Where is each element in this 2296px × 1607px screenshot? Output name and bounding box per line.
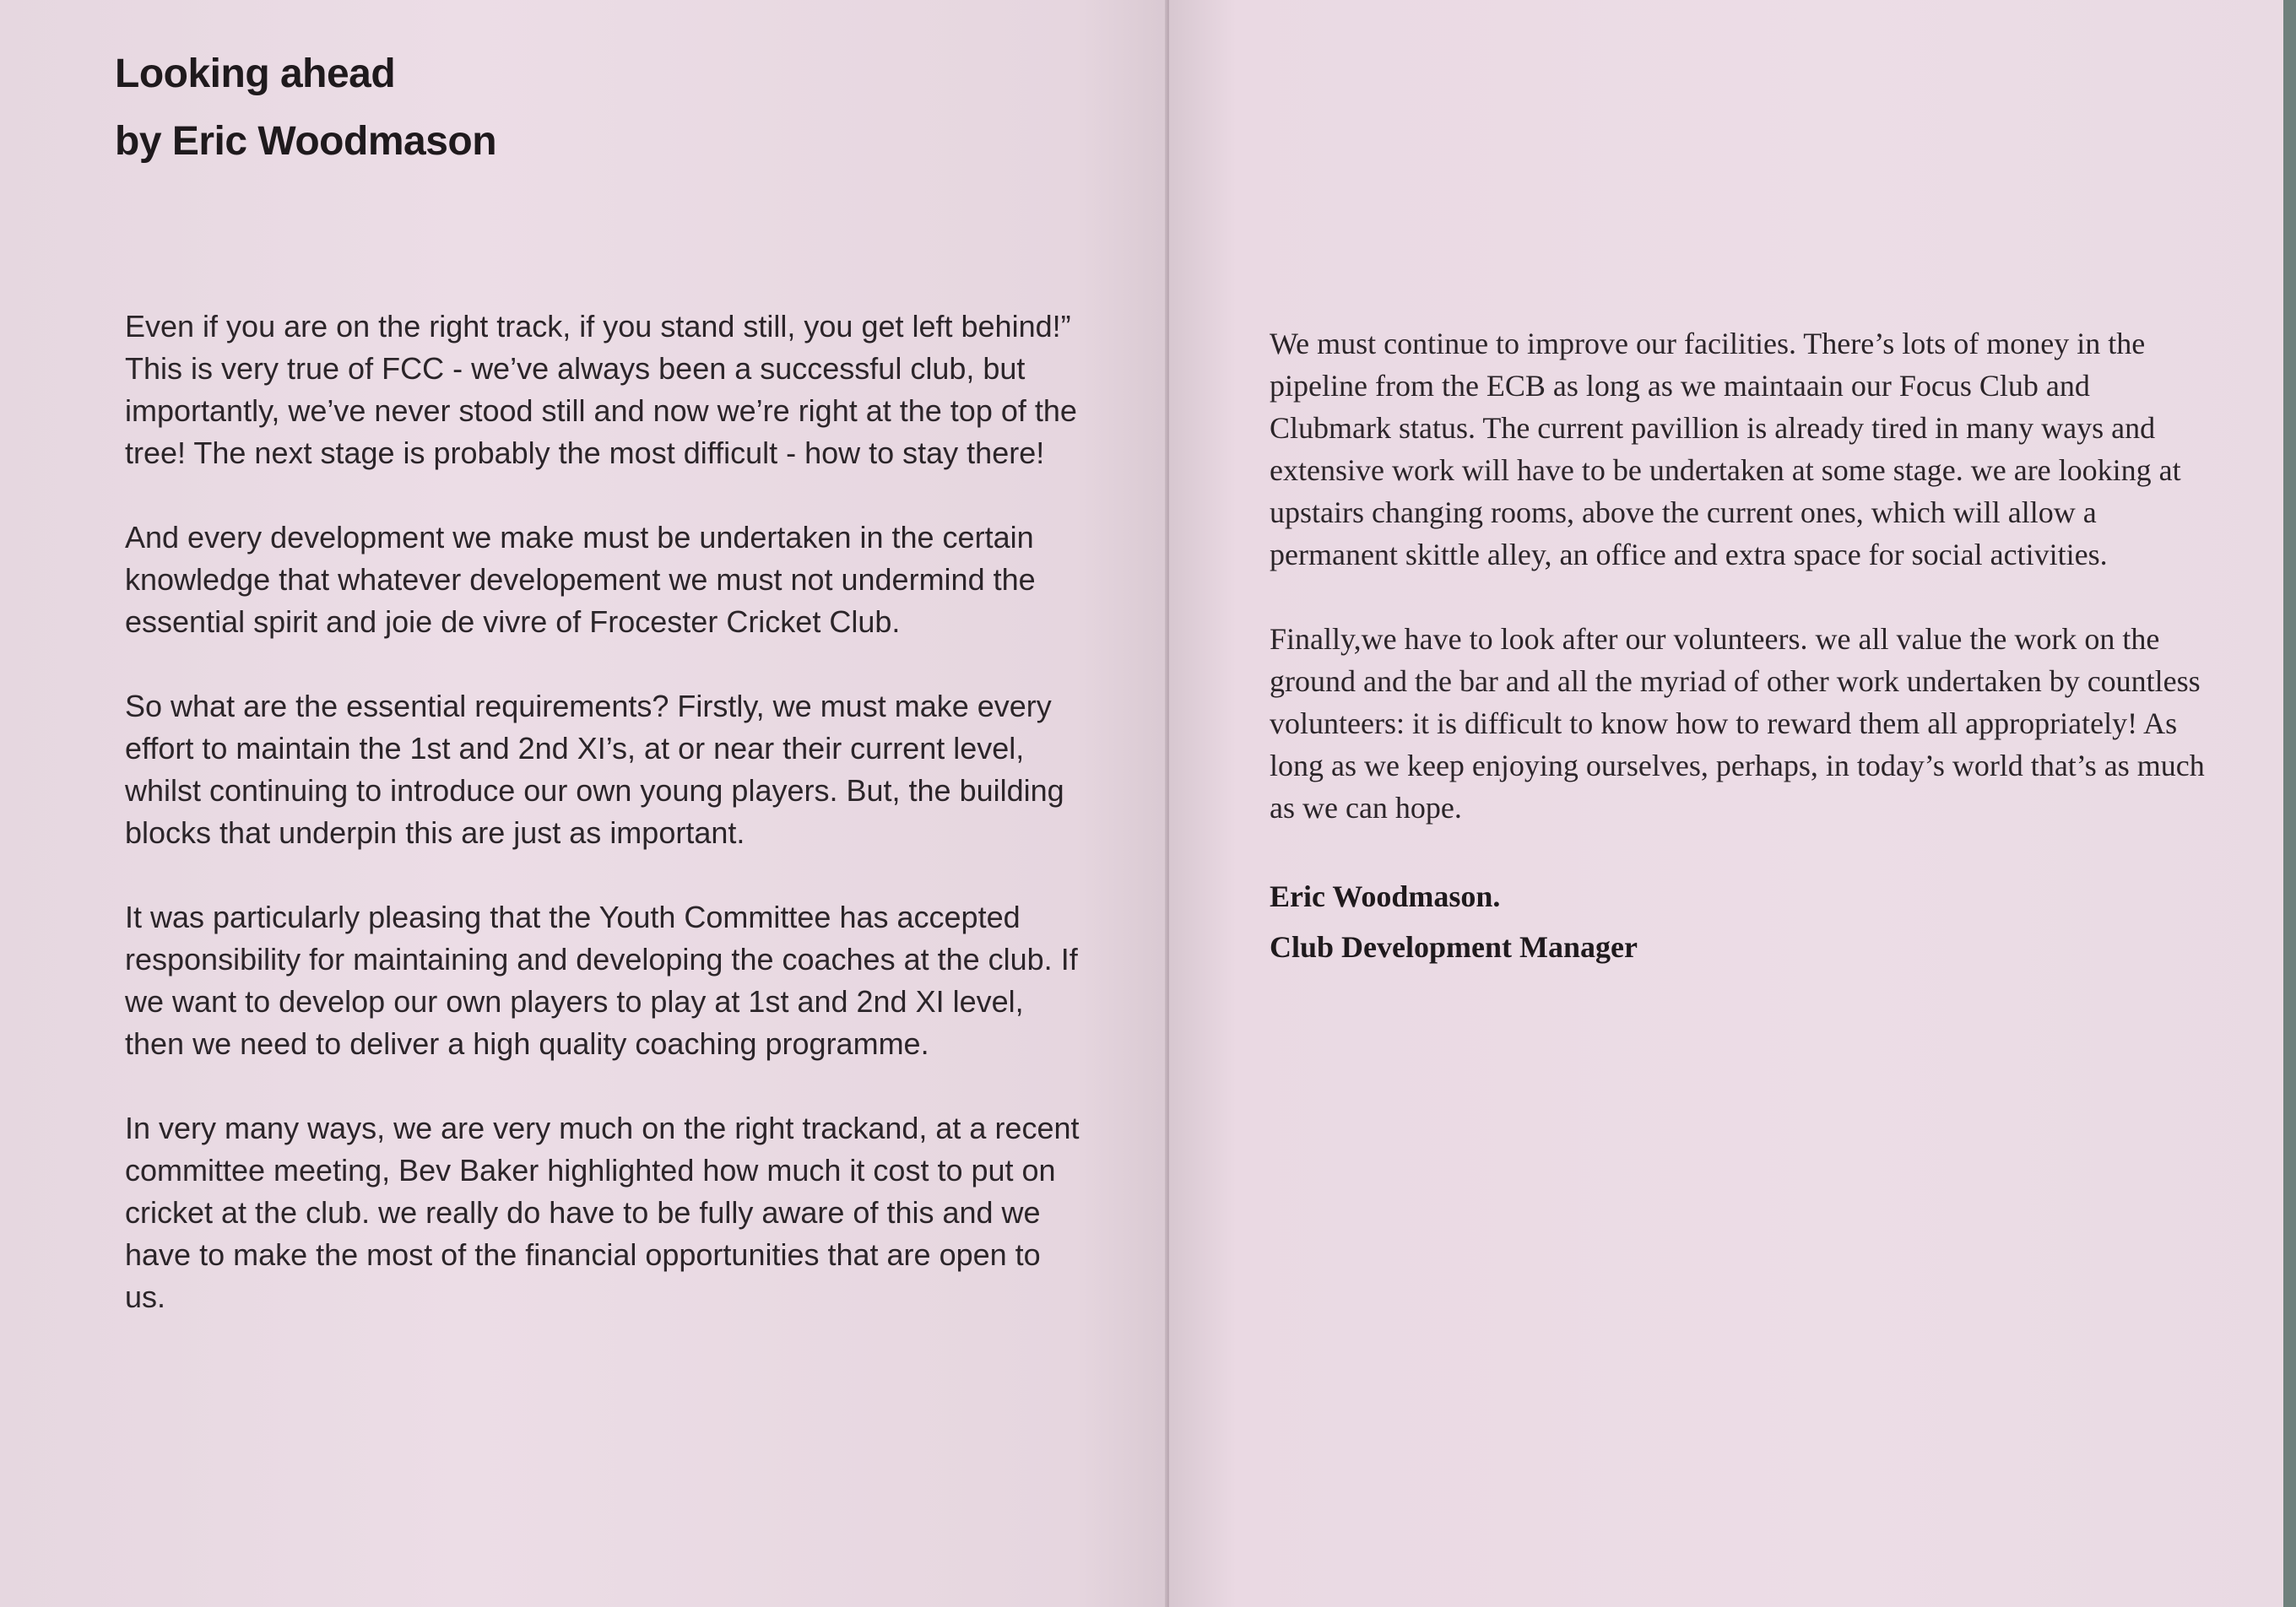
paragraph: In very many ways, we are very much on the right trackand, at a recent committee meeting, Bev Baker highlighted how much it cost to put on cricket at the club. we really do have to be fully aware of this and we have to make the most of the financial opportunities that are open to us. <box>125 1111 1080 1314</box>
signature-name: Eric Woodmason. <box>1270 879 1501 913</box>
paragraph: And every development we make must be undertaken in the certain knowledge that whatever developement we must not undermind the essential spirit and joie de vivre of Frocester Cricket Club. <box>125 520 1036 639</box>
table-surface-edge <box>2283 0 2296 1607</box>
right-column-text <box>1270 322 2207 972</box>
paragraph: Finally,we have to look after our volunteers. we all value the work on the ground and the bar and all the myriad of other work undertaken by countless volunteers: it is difficult to know how to reward them all appropriately! As long as we keep enjoying ourselves, perhaps, in today’s world that’s as much as we can hope. <box>1270 622 2205 825</box>
paragraph: It was particularly pleasing that the Youth Committee has accepted responsibility for maintaining and developing the coaches at the club. If we want to develop our own players to play at 1st and 2nd XI level, then we need to deliver a high quality coaching programme. <box>125 900 1078 1061</box>
left-column-text <box>125 306 1087 1361</box>
paragraph: We must continue to improve our facilities. There’s lots of money in the pipeline from the ECB as long as we maintaain our Focus Club and Clubmark status. The current pavillion is already tired in many ways and extensive work will have to be undertaken at some stage. we are looking at upstairs changing rooms, above the current ones, which will allow a permanent skittle alley, an office and extra space for social activities. <box>1270 327 2181 571</box>
paragraph: So what are the essential requirements? Firstly, we must make every effort to maintain the 1st and 2nd XI’s, at or near their current level, whilst continuing to introduce our own young players. But, the building blocks that underpin this are just as important. <box>125 689 1064 850</box>
title-line-1: Looking ahead <box>115 51 396 96</box>
signature-role: Club Development Manager <box>1270 930 1638 964</box>
paragraph: Even if you are on the right track, if you stand still, you get left behind!” This is very true of FCC - we’ve always been a successful club, but importantly, we’ve never stood still and now we’re right at the top of the tree! The next stage is probably the most difficult - how to stay there! <box>125 309 1077 470</box>
article-title <box>115 41 496 176</box>
title-byline: by Eric Woodmason <box>115 119 497 164</box>
